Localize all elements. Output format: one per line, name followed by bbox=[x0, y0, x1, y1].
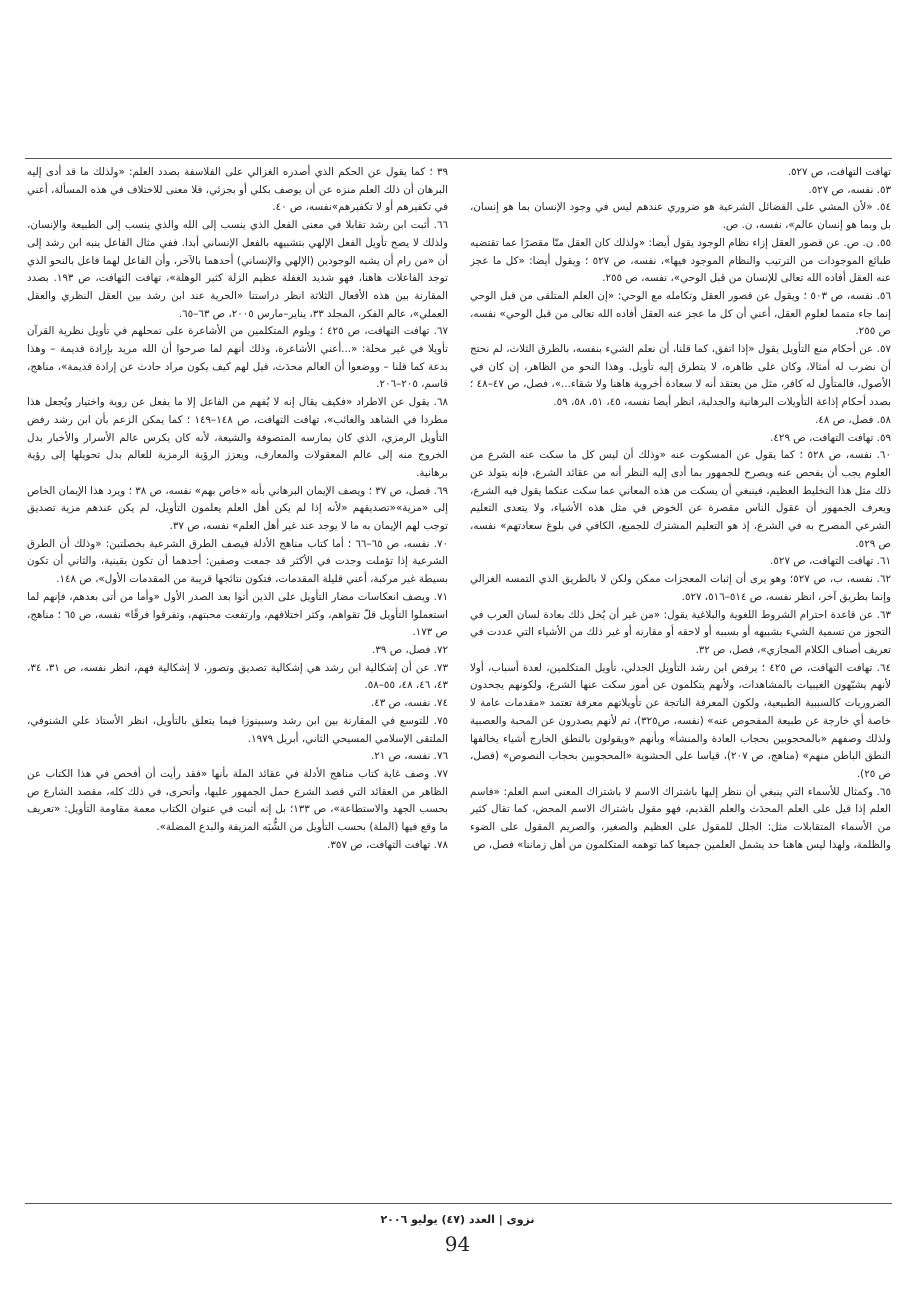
footnote: ٥٩. تهافت التهافت، ص ٤٢٩. bbox=[770, 431, 891, 444]
footnote: ٦٨. يقول عن الاطراد «فكيف يقال إنه لا يُفهم من الفاعل إلا ما يفعل عن روية واختيار ويُجعل هذا مطردا في الشاهد والغائب»، تهافت التهافت، ص ١٤٨–١٤٩ ؛ كما يمكن الزعم بأن ابن رشد رفض التأويل الرمزي، الذي كان يمارسه المتصوفة والشيعة، لأنه كان يكرس عالم الأسرار والأخبار بدل الخروج منه إلى عالم المعقولات والمعارف، ويعزز الرؤية الرمزية للعالم بدل تحويلها إلى رؤية برهانية. bbox=[27, 396, 448, 479]
footnote: ٦١. تهافت التهافت، ص ٥٢٧. bbox=[770, 555, 891, 568]
footnote: ٦٤. تهافت التهافت، ص ٤٢٥ ؛ يرفض ابن رشد التأويل الجدلي، تأويل المتكلمين، لعدة أسباب، أولا لأنهم يشبّهون الغيبيات بالمشاهدات، ولأنهم يتكلمون عن أمور سكت عنها الشرع، ولكونهم يجحدون الضروريات كالسببية الطبيعية، ولكون المعرفة الناتجة عن تأويلاتهم معرفة تعتمد «مقدمات عامة لا خاصة أي خارجة عن طبيعة المفحوص عنه» (نفسه، ص٣٢٥)، ثم لأنهم يصدرون عن المحبة والعصبية ولذلك وصفهم «بالمحجوبين بحجاب العادة والمنشأ» وبأنهم «ويقولون بالنطق الخارج أشياء يخالفها النطق الباطن منهم» (مناهج، ص ٢٠٧)، قياسا على الحشوية «المحجوبين بحجاب النصوص» (فصل، ص ٢٥). bbox=[470, 661, 891, 780]
footnote: ٥٤. «لأن المشي على الفضائل الشرعية هو ضروري عندهم ليس في وجود الإنسان بما هو إنسان، بل وبما هو إنسان عالم»، نفسه، ن. ص. bbox=[470, 201, 891, 232]
footnote: ٧٣. عن أن إشكالية ابن رشد هي إشكالية تصديق وتصور، لا إشكالية فهم، انظر نفسه، ص ٣١، ٣٤، ٤٣، ٤٦، ٤٨، ٥٥–٥٨. bbox=[27, 661, 448, 692]
footnote: ٧٠. نفسه، ص ٦٥–٦٦ ؛ أما كتاب مناهج الأدلة فيصف الطرق الشرعية بخصلتين: «وذلك أن الطرق الشرعية إذا تؤملت وجدت في الأكثر قد جمعت وصفين: أحدهما أن تكون يقينية، والثاني أن تكون بسيطة غير مركبة، أعني قليلة المقدمات، فتكون نتائجها قريبة من المقدمات الأول»، ص ١٤٨. bbox=[27, 537, 448, 586]
footnote: ٥٣. نفسه، ص ٥٢٧. bbox=[808, 183, 891, 196]
journal-issue-label: نزوى | العدد (٤٧) يوليو ٢٠٠٦ bbox=[380, 1213, 535, 1226]
footnotes-right-column bbox=[470, 164, 891, 1194]
footnote: ٧٧. وصف غاية كتاب مناهج الأدلة في عقائد الملة بأنها «فقد رأيت أن أفحص في هذا الكتاب عن الظاهر من العقائد التي قصد الشرع حمل الجمهور عليها، وأتحرى، في ذلك كله، مقصد الشارع ص بحسب الجهد والاستطاعة»، ص ١٣٣؛ بل إنه أثبت في عنوان الكتاب معمة مقاومة التأويل: «تعريف ما وقع فيها (الملة) بحسب التأويل من الشُّبَه المزيفة والبدع المضلة». bbox=[27, 767, 448, 834]
footnote: ٦٦. أثبت ابن رشد تقابلا في معنى الفعل الذي ينسب إلى الله والذي ينسب إلى الطبيعة والإنسان، ولذلك لا يصح تأويل الفعل الإلهي بتشبيهه بالفعل الإنساني أبدا. ففي مثال الفاعل ينبه ابن رشد إلى أن «من رام أن يشبه الوجودين (الإلهي والإنساني) أحدهما بالآخر، وأن الفاعل لهما فاعل بالنحو الذي توجد الفاعلات هاهنا، فهو شديد الغفلة عظيم الزلة كثير الوهلة»، تهافت التهافت، ص ١٩٣. بصدد المقارنة بين هذه الأفعال الثلاثة انظر دراستنا «الحرية عند ابن رشد بين العقل النظري والعقل العملي»، عالم الفكر، المجلد ٣٣، يناير–مارس ٢٠٠٥، ص ٦٣–٦٥. bbox=[27, 219, 448, 320]
footnote: ٥٥. ن. ص. عن قصور العقل إزاء نظام الوجود يقول أيضا: «ولذلك كان العقل منّا مقصرًا عما تقتضيه طبائع الموجودات من الترتيب والنظام الموجود فيها»، نفسه، ص ٥٢٧ ؛ ويقول أيضا: «كل ما عجز عنه العقل أفاده الله تعالى للإنسان من قبل الوحي»، نفسه، ص ٢٥٥. bbox=[470, 236, 891, 285]
footnote: ٧٢. فصل، ص ٣٩. bbox=[372, 643, 448, 656]
footnote: ٧١. ويصف انعكاسات مضار التأويل على الذين أتوا بعد الصدر الأول «وأما من أتى بعدهم، فإنهم لما استعملوا التأويل قلّ تقواهم، وكثر اختلافهم، وارتفعت محبتهم، وتفرقوا فرقًا» نفسه، ص ٦٥ ؛ مناهج، ص ١٧٣. bbox=[27, 590, 448, 639]
page-number: 94 bbox=[444, 1232, 471, 1256]
bottom-rule bbox=[25, 1203, 892, 1204]
footnote: ٧٨. تهافت التهافت، ص ٣٥٧. bbox=[327, 838, 448, 851]
footnote: ٦٣. عن قاعدة احترام الشروط اللغوية والبلاغية يقول: «من غير أن يُخل ذلك بعادة لسان العرب في التجوز من تسمية الشيء بشبيهه أو بسببه أو لاحقه أو مقارنه أو غير ذلك من الأشياء التي عددت في تعريف أصناف الكلام المجازي»، فصل، ص ٣٢. bbox=[470, 608, 891, 656]
footnote: ٥٦. نفسه، ص ٥٠٣ ؛ ويقول عن قصور العقل وتكامله مع الوحي: «إن العلم المتلقى من قبل الوحي إنما جاء متمما لعلوم العقل، أعني أن كل ما عجز عنه العقل أفاده الله تعالى من قبل الوحي» نفسه، ص ٢٥٥. bbox=[470, 289, 891, 338]
top-rule bbox=[25, 158, 892, 159]
footnote: تهافت التهافت، ص ٥٢٧. bbox=[787, 166, 891, 178]
footnote: ٦٢. نفسه، ب، ص ٥٢٧؛ وهو يرى أن إثبات المعجزات ممكن ولكن لا بالطريق الذي التمسه الغزالي وإنما بطريق آخر، انظر نفسه، ص ٥١٤–٥١٦، ٥٢٧. bbox=[470, 573, 891, 603]
footnote: ٥٧. عن أحكام منع التأويل يقول «إذا اتفق، كما قلنا، أن نعلم الشيء بنفسه، بالطرق الثلاث، لم نحتج أن نضرب له أمثالا، وكان على ظاهره، لا يتطرق إليه تأويل. وهذا النحو من الظاهر، إن كان في الأصول، فالمتأول له كافر، مثل من يعتقد أنه لا سعادة أخروية هاهنا ولا شقاء...»، فصل، ص ٤٧–٤٨ ؛ بصدد أحكام إذاعة التأويلات البرهانية والجدلية، انظر أيضا نفسه، ٤٥، ٥١، ٥٨، ٥٩. bbox=[470, 343, 891, 409]
footnote: ٦٩. فصل، ص ٣٧ ؛ ويصف الإيمان البرهاني بأنه «خاص بهم» نفسه، ص ٣٨ ؛ ويرد هذا الإيمان الخاص إلى «مزية»«تصديقهم «لأنه إذا لم يكن أهل العلم يعلمون التأويل، لم يكن عندهم مزية تصديق توجب لهم الإيمان به ما لا يوجد عند غير أهل العلم» نفسه، ص ٣٧. bbox=[27, 484, 448, 533]
footnote: ٧٤. نفسه، ص ٤٣. bbox=[370, 697, 448, 710]
footnote: ٦٧. تهافت التهافت، ص ٤٢٥ ؛ ويلوم المتكلمين من الأشاعرة على تمحلهم في تأويل نظرية القرآن تأويلا في غير محلة: «...أعني الأشاعرة، وذلك أنهم لما صرحوا أن الله مريد بإرادة قديمة – وهذا بدعة كما قلنا – ووضعوا أن العالم محدَث، قيل لهم كيف يكون مراد حادث عن إرادة قديمة»، مناهج، قاسم، ٢٠٥–٢٠٦. bbox=[27, 325, 448, 391]
footnote: ٣٩ ؛ كما يقول عن الحكم الذي أصدره الغزالي على الفلاسفة بصدد العلم: «ولذلك ما قد أدى إليه البرهان أن ذلك العلم منزه عن أن يوصف بكلي أو بجزئي، فلا معنى للاختلاف في هذه المسألة، أعني في تكفيرهم أو لا تكفيرهم»نفسه، ص ٤٠. bbox=[27, 166, 448, 214]
footnote: ٦٠. نفسه، ص ٥٢٨ ؛ كما يقول عن المسكوت عنه «وذلك أن ليس كل ما سكت عنه الشرع من العلوم يجب أن يفحص عنه ويصرح للجمهور بما أدى إليه النظر أنه من عقائد الشرع، فإنه يتولد عن ذلك مثل هذا التخليط العظيم، فينبغي أن يسكت من هذه المعاني عما سكت عنكما يقول فيه الشرع، ويعرف الجمهور أن عقول الناس مقصرة عن الخوض في مثل هذه الأشياء، ولا يتعدى التعليم الشرعي المصرح به في الشرع، إذ هو التعليم المشترك للجميع، الكافي في بلوغ سعادتهم» نفسه، ص ٥٢٩. bbox=[470, 449, 891, 550]
footnote: ٧٦. نفسه، ص ٢١. bbox=[370, 750, 448, 763]
footnotes-left-column bbox=[27, 164, 448, 1194]
footnote: ٦٥. وكمثال للأسماء التي ينبغي أن ننظر إليها باشتراك الاسم لا باشتراك المعنى اسم العلم: «فاسم العلم إذا قيل على العلم المحدَث والعلم القديم، فهو مقول باشتراك الاسم المحض، كما تقال كثير من الأسماء المتقابلات مثل: الجلل للمقول على العظيم والصغير، والصريم المقول على الضوء والظلمة، ولهذا ليس هاهنا حد يشمل العلمين جميعا كما توهمه المتكلمون من أهل زماننا» فصل، ص bbox=[470, 785, 891, 851]
footnote: ٧٥. للتوسع في المقارنة بين ابن رشد وسبينوزا فيما يتعلق بالتأويل، انظر الأستاذ علي الشنوفي، الملتقى الإسلامي المسيحي الثاني، أبريل ١٩٧٩. bbox=[27, 714, 448, 745]
footnote: ٥٨. فصل، ص ٤٨. bbox=[815, 413, 891, 426]
